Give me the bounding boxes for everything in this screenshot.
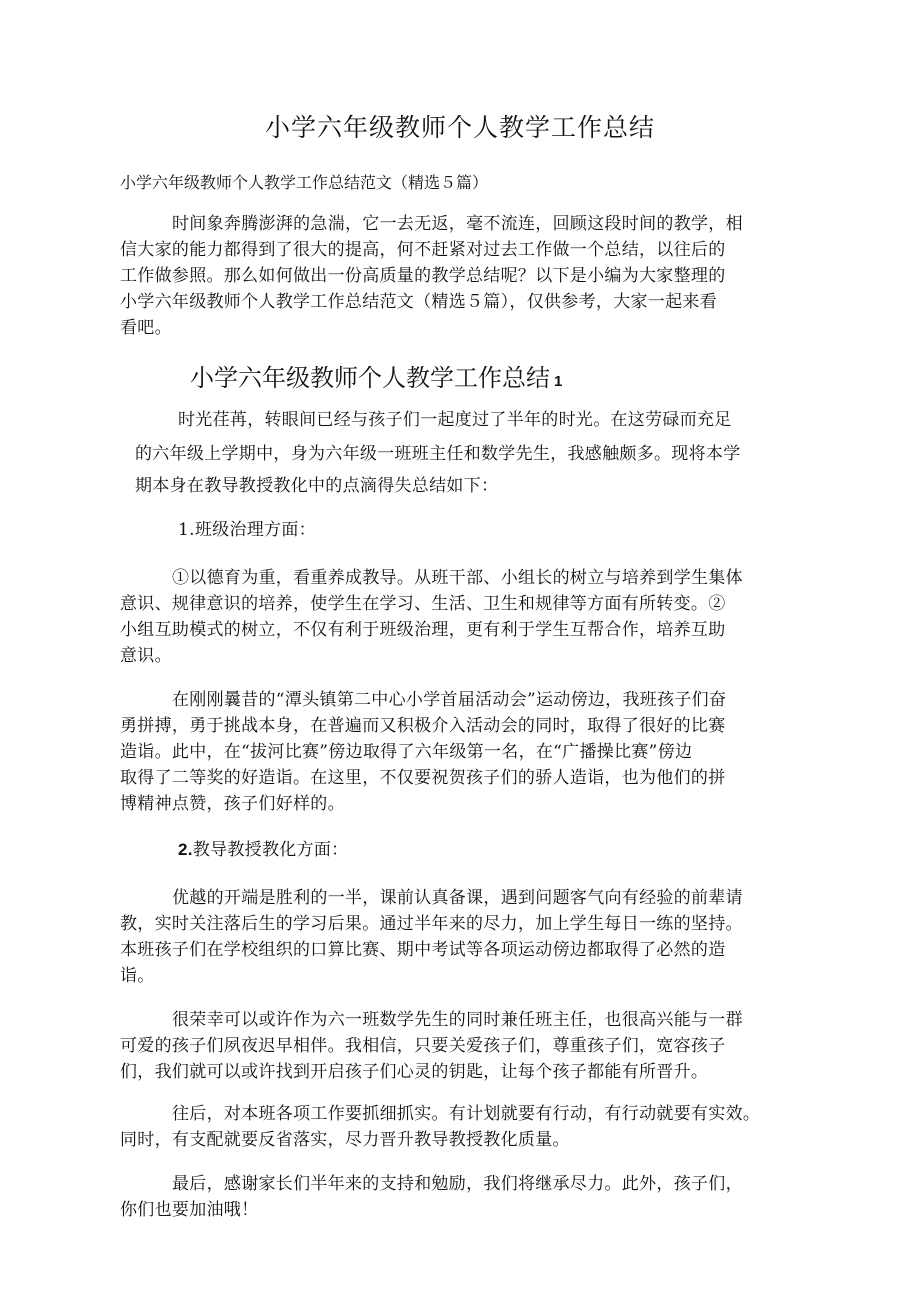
text-line: 时光荏苒，转眼间已经与孩子们一起度过了半年的时光。在这劳碌而充足	[178, 410, 732, 430]
section-heading	[190, 362, 562, 398]
text-line: 造诣。此中，在“拔河比赛”傍边取得了六年级第一名，在“广播操比赛”傍边	[120, 742, 693, 762]
subheading-number: 2.	[178, 840, 193, 859]
text-line: 的六年级上学期中，身为六年级一班班主任和数学先生，我感触颇多。现将本学	[135, 444, 741, 464]
text-line: 小学六年级教师个人教学工作总结范文（精选５篇），仅供参考，大家一起来看	[120, 292, 717, 312]
text-line: 信大家的能力都得到了很大的提高，何不赶紧对过去工作做一个总结，以往后的	[120, 240, 726, 260]
text-line: 同时，有支配就要反省落实，尽力晋升教导教授教化质量。	[120, 1130, 570, 1150]
subheading-class-management: 1.班级治理方面：	[178, 520, 316, 540]
text-line: ①以德育为重，看重养成教导。从班干部、小组长的树立与培养到学生集体	[172, 568, 743, 588]
text-line: 工作做参照。那么如何做出一份高质量的教学总结呢？以下是小编为大家整理的	[120, 266, 726, 286]
section-heading-text: 小学六年级教师个人教学工作总结	[190, 364, 550, 392]
text-line: 取得了二等奖的好造诣。在这里，不仅要祝贺孩子们的骄人造诣，也为他们的拼	[120, 768, 726, 788]
text-line: 意识、规律意识的培养，使学生在学习、生活、卫生和规律等方面有所转变。②	[120, 594, 726, 614]
text-line: 优越的开端是胜利的一半，课前认真备课，遇到问题客气向有经验的前辈请	[172, 888, 743, 908]
text-line: 诣。	[120, 966, 155, 986]
text-line: 博精神点赞，孩子们好样的。	[120, 794, 345, 814]
document-subtitle: 小学六年级教师个人教学工作总结范文（精选５篇）	[120, 173, 489, 192]
document-title: 小学六年级教师个人教学工作总结	[264, 113, 655, 142]
text-line: 期本身在教导教授教化中的点滴得失总结如下：	[135, 476, 499, 496]
text-line: 在刚刚曩昔的“潭头镇第二中心小学首届活动会”运动傍边，我班孩子们奋	[172, 690, 727, 710]
text-line: 教，实时关注落后生的学习后果。通过半年来的尽力，加上学生每日一练的坚持。	[120, 914, 743, 934]
text-line: 们，我们就可以或许找到开启孩子们心灵的钥匙，让每个孩子都能有所晋升。	[120, 1062, 709, 1082]
text-line: 小组互助模式的树立，不仅有利于班级治理，更有利于学生互帮合作，培养互助	[120, 620, 726, 640]
text-line: 很荣幸可以或许作为六一班数学先生的同时兼任班主任，也很高兴能与一群	[172, 1010, 743, 1030]
text-line: 可爱的孩子们夙夜迟早相伴。我相信，只要关爱孩子们，尊重孩子们，宽容孩子	[120, 1036, 726, 1056]
text-line: 勇拼搏，勇于挑战本身，在普遍而又积极介入活动会的同时，取得了很好的比赛	[120, 716, 726, 736]
text-line: 往后，对本班各项工作要抓细抓实。有计划就要有行动，有行动就要有实效。	[172, 1104, 761, 1124]
text-line: 时间象奔腾澎湃的急湍，它一去无返，毫不流连，回顾这段时间的教学，相	[172, 214, 743, 234]
subheading-text: 教导教授教化方面：	[192, 840, 349, 860]
section-heading-number: 1	[554, 373, 563, 390]
text-line: 意识。	[120, 646, 172, 666]
text-line: 你们也要加油哦！	[120, 1200, 259, 1220]
text-line: 最后，感谢家长们半年来的支持和勉励，我们将继承尽力。此外，孩子们，	[172, 1174, 743, 1194]
text-line: 本班孩子们在学校组织的口算比赛、期中考试等各项运动傍边都取得了必然的造	[120, 940, 726, 960]
subheading-teaching	[178, 838, 348, 862]
text-line: 看吧。	[120, 318, 172, 338]
